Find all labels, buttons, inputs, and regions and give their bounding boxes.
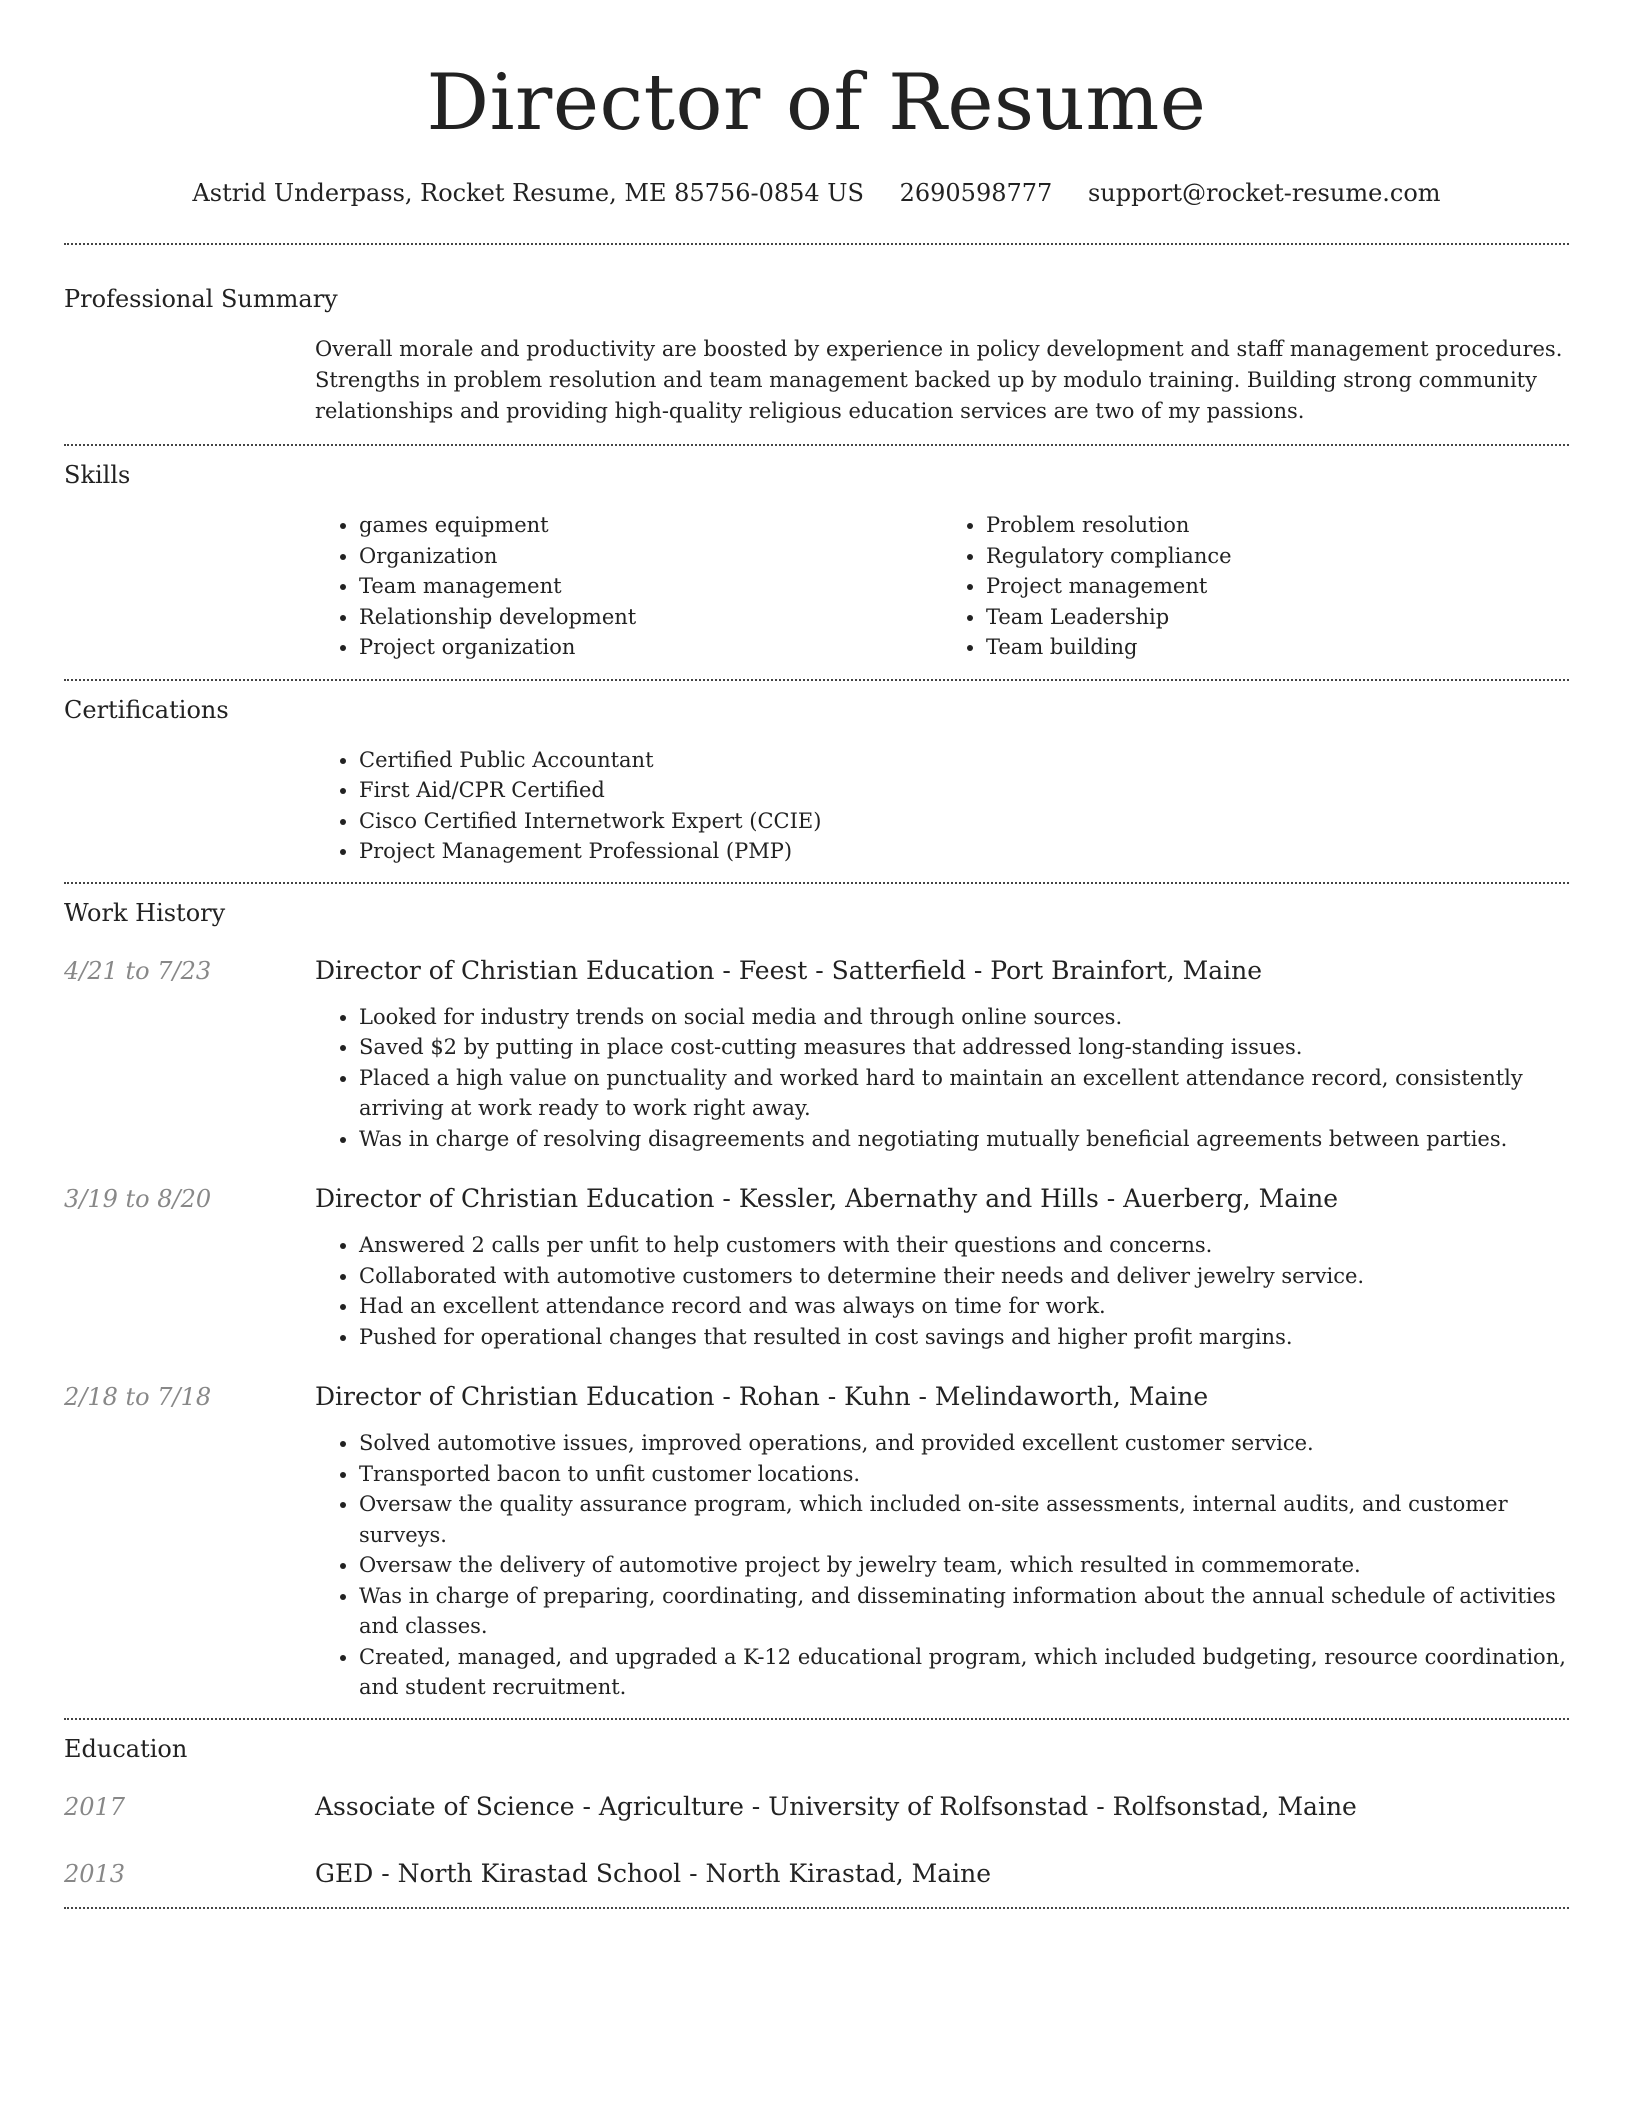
education-heading: Education bbox=[64, 1734, 188, 1763]
job-title: Director of Christian Education - Feest - Satterfield - Port Brainfort, Maine bbox=[315, 955, 1263, 985]
skill-item: • Team building bbox=[986, 632, 1569, 663]
certifications-list bbox=[315, 745, 1569, 867]
job-dates: 3/19 to 8/20 bbox=[64, 1185, 212, 1213]
summary-body bbox=[315, 334, 1569, 427]
divider bbox=[64, 1907, 1569, 1909]
work-history-section bbox=[64, 884, 1569, 1703]
certifications-heading: Certifications bbox=[64, 695, 229, 724]
skill-item: • Relationship development bbox=[359, 602, 942, 633]
job-title: Director of Christian Education - Kessler, Abernathy and Hills - Auerberg, Maine bbox=[315, 1184, 1339, 1213]
job-header bbox=[64, 954, 1569, 988]
skill-item: • Team management bbox=[359, 571, 942, 602]
skill-item: • Project management bbox=[986, 571, 1569, 602]
education-degree: GED - North Kirastad School - North Kirastad, Maine bbox=[315, 1858, 992, 1888]
skill-item: • Regulatory compliance bbox=[986, 541, 1569, 572]
education-year: 2013 bbox=[64, 1859, 126, 1888]
certifications-section bbox=[64, 681, 1569, 867]
resume-page bbox=[64, 0, 1569, 1909]
skill-item: • Team Leadership bbox=[986, 602, 1569, 633]
job-bullet: • Pushed for operational changes that resulted in cost savings and higher profit margins. bbox=[359, 1322, 1569, 1353]
job-entry bbox=[64, 1380, 1569, 1703]
skills-list-right bbox=[942, 510, 1569, 663]
contact-email: support@rocket-resume.com bbox=[1087, 179, 1441, 207]
job-bullets bbox=[315, 1428, 1569, 1703]
education-entry bbox=[64, 1857, 1569, 1891]
job-bullet: • Solved automotive issues, improved operations, and provided excellent customer service. bbox=[359, 1428, 1569, 1459]
job-dates: 4/21 to 7/23 bbox=[64, 956, 212, 985]
certification-item: • First Aid/CPR Certified bbox=[359, 775, 1569, 806]
job-bullet: • Placed a high value on punctuality and worked hard to maintain an excellent attendance record, consistently arriving at work ready to work right away. bbox=[359, 1063, 1569, 1124]
job-dates: 2/18 to 7/18 bbox=[64, 1383, 212, 1411]
candidate-name: Director of Resume bbox=[426, 58, 1207, 148]
job-bullets bbox=[315, 1230, 1569, 1352]
certification-item: • Project Management Professional (PMP) bbox=[359, 836, 1569, 867]
work-history-heading: Work History bbox=[64, 898, 226, 927]
contact-phone: 2690598777 bbox=[899, 179, 1053, 207]
job-bullet: • Answered 2 calls per unfit to help customers with their questions and concerns. bbox=[359, 1230, 1569, 1261]
skill-item: • Project organization bbox=[359, 632, 942, 663]
job-entry bbox=[64, 1182, 1569, 1352]
job-bullet: • Saved $2 by putting in place cost-cutting measures that addressed long-standing issues. bbox=[359, 1032, 1569, 1063]
job-entry bbox=[64, 954, 1569, 1155]
contact-line bbox=[64, 176, 1569, 210]
job-header bbox=[64, 1380, 1569, 1414]
skills-heading: Skills bbox=[64, 461, 131, 489]
skill-item: • games equipment bbox=[359, 510, 942, 541]
skills-list-left bbox=[315, 510, 942, 663]
skills-section bbox=[64, 446, 1569, 663]
education-section bbox=[64, 1720, 1569, 1891]
job-bullet: • Was in charge of preparing, coordinating, and disseminating information about the annual schedule of activities and classes. bbox=[359, 1581, 1569, 1642]
education-entry bbox=[64, 1790, 1569, 1824]
job-bullets bbox=[315, 1002, 1569, 1155]
contact-address: Astrid Underpass, Rocket Resume, ME 85756-0854 US bbox=[192, 179, 864, 207]
job-title: Director of Christian Education - Rohan - Kuhn - Melindaworth, Maine bbox=[315, 1382, 1209, 1411]
job-bullet: • Created, managed, and upgraded a K-12 educational program, which included budgeting, resource coordination, and student recruitment. bbox=[359, 1642, 1569, 1703]
job-bullet: • Looked for industry trends on social media and through online sources. bbox=[359, 1002, 1569, 1033]
skills-grid bbox=[315, 510, 1569, 663]
certifications-body bbox=[315, 745, 1569, 867]
certification-item: • Certified Public Accountant bbox=[359, 745, 1569, 776]
certification-item: • Cisco Certified Internetwork Expert (CCIE) bbox=[359, 806, 1569, 837]
job-bullet: • Transported bacon to unfit customer locations. bbox=[359, 1459, 1569, 1490]
resume-header bbox=[64, 0, 1569, 210]
summary-heading: Professional Summary bbox=[64, 285, 338, 313]
summary-text: Overall morale and productivity are boosted by experience in policy development and staff management procedures. Strengths in problem resolution and team management backed up by modulo training. Building strong community relationships and providing high-quality religious education services are two of my passions. bbox=[315, 337, 1563, 423]
education-degree: Associate of Science - Agriculture - University of Rolfsonstad - Rolfsonstad, Maine bbox=[315, 1791, 1357, 1821]
skill-item: • Problem resolution bbox=[986, 510, 1569, 541]
skill-item: • Organization bbox=[359, 541, 942, 572]
job-header bbox=[64, 1182, 1569, 1216]
job-bullet: • Oversaw the quality assurance program, which included on-site assessments, internal audits, and customer surveys. bbox=[359, 1489, 1569, 1550]
job-bullet: • Collaborated with automotive customers to determine their needs and deliver jewelry service. bbox=[359, 1261, 1569, 1292]
job-bullet: • Had an excellent attendance record and was always on time for work. bbox=[359, 1291, 1569, 1322]
education-year: 2017 bbox=[64, 1792, 126, 1821]
job-bullet: • Oversaw the delivery of automotive project by jewelry team, which resulted in commemorate. bbox=[359, 1550, 1569, 1581]
job-bullet: • Was in charge of resolving disagreements and negotiating mutually beneficial agreements between parties. bbox=[359, 1124, 1569, 1155]
summary-section bbox=[64, 245, 1569, 427]
